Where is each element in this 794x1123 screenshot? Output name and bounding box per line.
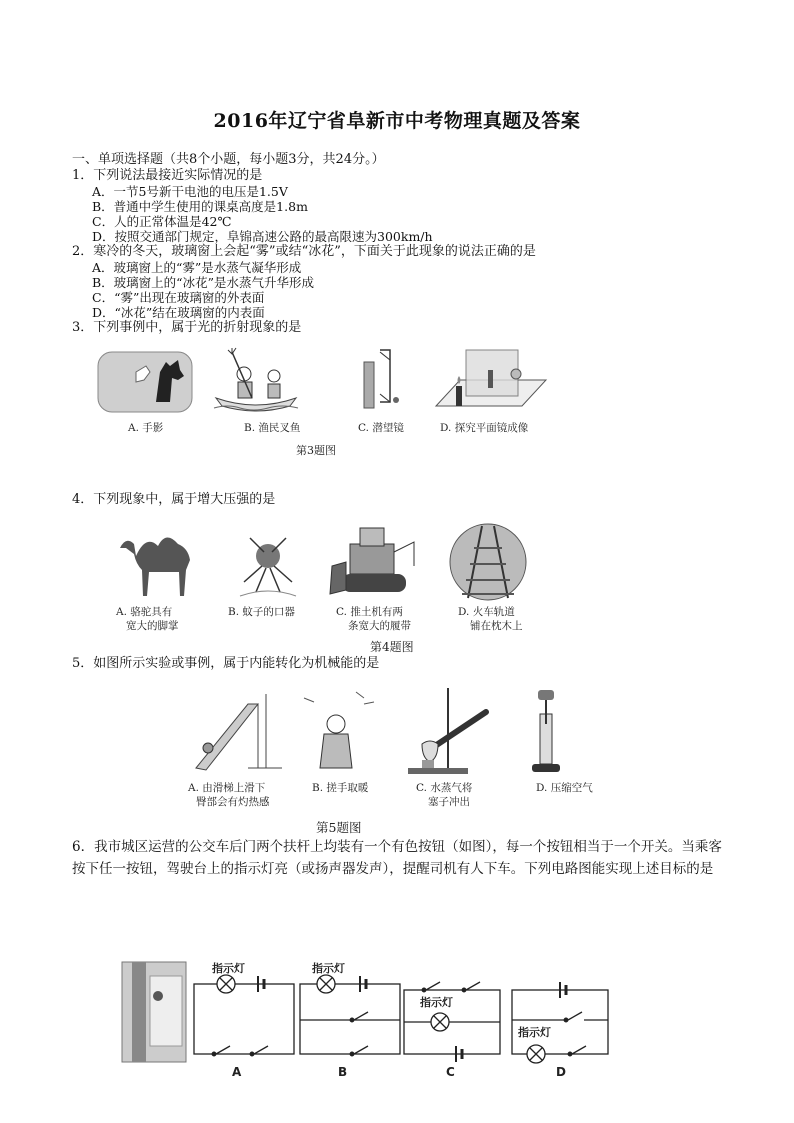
periscope-image bbox=[364, 350, 399, 408]
plane-mirror-image bbox=[436, 350, 546, 406]
circuit-c bbox=[404, 982, 500, 1062]
q5-caption-a-1: A. 由滑梯上滑下 bbox=[188, 782, 266, 794]
q2-option-b: B．玻璃窗上的“冰花”是水蒸气升华形成 bbox=[92, 275, 314, 290]
q4-figure-caption: 第4题图 bbox=[370, 640, 414, 654]
circuit-b bbox=[300, 975, 400, 1056]
q3-figure-caption: 第3题图 bbox=[296, 444, 336, 457]
q3-caption-b: B. 渔民叉鱼 bbox=[244, 422, 301, 434]
q5-figure-caption: 第5题图 bbox=[316, 820, 362, 835]
circuit-d-letter: D bbox=[556, 1065, 566, 1079]
mosquito-image bbox=[240, 538, 296, 596]
q4-stem: 4．下列现象中，属于增大压强的是 bbox=[72, 492, 276, 507]
circuit-d bbox=[512, 982, 608, 1063]
q3-caption-a: A. 手影 bbox=[128, 422, 164, 434]
circuit-c-lamp-label: 指示灯 bbox=[420, 996, 453, 1009]
q2-option-a: A．玻璃窗上的“雾”是水蒸气凝华形成 bbox=[92, 260, 302, 275]
fisherman-image bbox=[214, 348, 298, 411]
q2-stem: 2．寒冷的冬天，玻璃窗上会起“雾”或结“冰花”，下面关于此现象的说法正确的是 bbox=[72, 244, 536, 259]
circuit-d-lamp-label: 指示灯 bbox=[518, 1026, 551, 1039]
section-heading: 一、单项选择题（共8个小题，每小题3分，共24分。） bbox=[72, 152, 385, 167]
q6-figure bbox=[120, 956, 610, 1080]
q1-option-c: C．人的正常体温是42℃ bbox=[92, 214, 232, 229]
q1-option-d: D．按照交通部门规定，阜锦高速公路的最高限速为300km/h bbox=[92, 229, 433, 244]
camel-image bbox=[120, 537, 190, 596]
q5-caption-b: B. 搓手取暖 bbox=[312, 782, 369, 794]
steam-test-tube-image bbox=[408, 688, 486, 774]
circuit-a-letter: A bbox=[232, 1065, 242, 1079]
compress-air-image bbox=[532, 690, 560, 772]
circuit-b-lamp-label: 指示灯 bbox=[312, 962, 345, 975]
circuit-c-letter: C bbox=[446, 1065, 455, 1079]
q5-caption-c-2: 塞子冲出 bbox=[428, 796, 470, 808]
q4-caption-b: B. 蚊子的口器 bbox=[228, 606, 295, 618]
q3-caption-c: C. 潜望镜 bbox=[358, 422, 404, 434]
q3-caption-d: D. 探究平面镜成像 bbox=[440, 422, 529, 434]
bus-pole-photo bbox=[122, 962, 186, 1062]
q3-figure bbox=[96, 346, 556, 418]
q4-caption-c-1: C. 推土机有两 bbox=[336, 606, 403, 618]
circuit-a bbox=[194, 975, 294, 1056]
railway-track-image bbox=[450, 524, 526, 600]
bulldozer-image bbox=[330, 528, 414, 594]
q1-option-a: A．一节5号新干电池的电压是1.5V bbox=[92, 184, 288, 199]
q3-stem: 3．下列事例中，属于光的折射现象的是 bbox=[72, 320, 302, 335]
hand-shadow-image bbox=[98, 352, 192, 412]
q2-option-c: C．“雾”出现在玻璃窗的外表面 bbox=[92, 290, 265, 305]
circuit-a-lamp-label: 指示灯 bbox=[212, 962, 245, 975]
q4-caption-d-1: D. 火车轨道 bbox=[458, 606, 515, 618]
q1-stem: 1．下列说法最接近实际情况的是 bbox=[72, 168, 263, 183]
slide-image bbox=[196, 694, 282, 770]
circuit-b-letter: B bbox=[338, 1065, 348, 1079]
q4-caption-a-2: 宽大的脚掌 bbox=[126, 620, 179, 632]
page-title: 2016年辽宁省阜新市中考物理真题及答案 bbox=[213, 110, 581, 132]
q2-option-d: D．“冰花”结在玻璃窗的内表面 bbox=[92, 305, 265, 320]
q6-stem: 6．我市城区运营的公交车后门两个扶杆上均装有一个有色按钮（如图），每一个按钮相当于一个开关。当乘客按下任一按钮，驾驶台上的指示灯亮（或扬声器发声），提醒司机有人下车。下列电路图能实现上述目标的是 bbox=[72, 839, 722, 877]
q1-option-b: B．普通中学生使用的课桌高度是1.8m bbox=[92, 199, 308, 214]
q4-caption-c-2: 条宽大的履带 bbox=[348, 620, 411, 632]
rubbing-hands-image bbox=[304, 692, 374, 768]
q4-caption-d-2: 铺在枕木上 bbox=[470, 620, 523, 632]
q5-figure bbox=[186, 684, 606, 780]
q5-stem: 5．如图所示实验或事例，属于内能转化为机械能的是 bbox=[72, 656, 380, 671]
q4-figure bbox=[110, 522, 540, 604]
q5-caption-d: D. 压缩空气 bbox=[536, 782, 593, 794]
q4-caption-a-1: A. 骆驼具有 bbox=[116, 606, 173, 618]
q5-caption-c-1: C. 水蒸气将 bbox=[416, 782, 473, 794]
q5-caption-a-2: 臀部会有灼热感 bbox=[196, 796, 270, 808]
